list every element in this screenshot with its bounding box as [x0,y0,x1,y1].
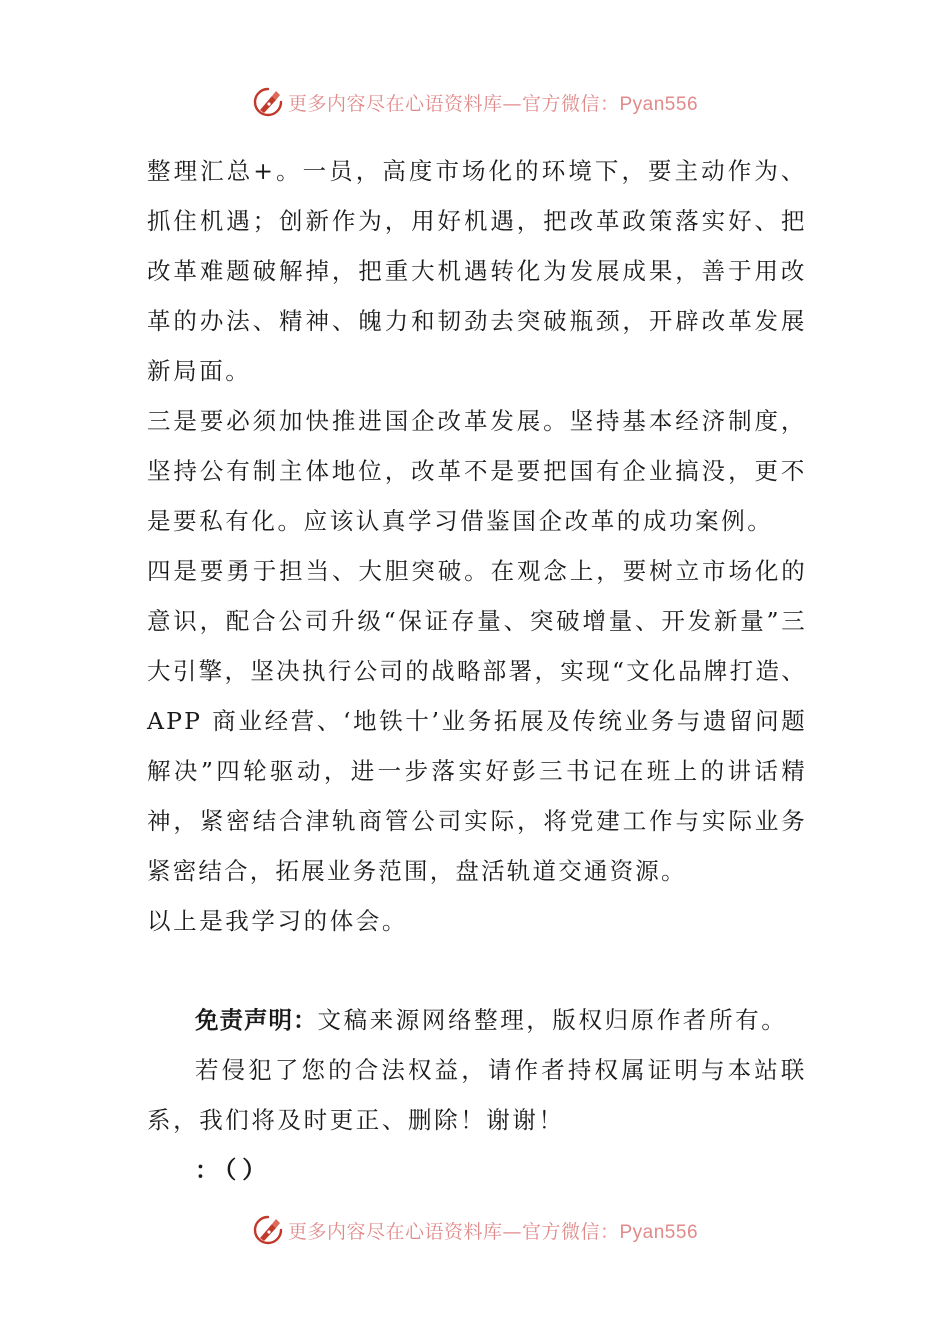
paragraph-2: 三是要必须加快推进国企改革发展。坚持基本经济制度，坚持公有制主体地位，改革不是要把国有企业搞没，更不是要私有化。应该认真学习借鉴国企改革的成功案例。 [147,407,807,535]
pen-nib-logo-icon [252,86,284,118]
paragraph-4: 以上是我学习的体会。 [147,907,408,935]
disclaimer-contact: 若侵犯了您的合法权益，请作者持权属证明与本站联系，我们将及时更正、删除！谢谢！ [147,1056,807,1134]
section-gap [147,946,807,995]
disclaimer-label: 免责声明： [195,1006,318,1034]
footer-banner-text: 更多内容尽在心语资料库—官方微信：Pyan556 [287,1220,699,1243]
paragraph-3: 四是要勇于担当、大胆突破。在观念上，要树立市场化的意识，配合公司升级“保证存量、突破增量、开发新量”三大引擎，坚决执行公司的战略部署，实现“文化品牌打造、APP 商业经营、‘地铁十’业务拓展及传统业务与遗留问题解决”四轮驱动，进一步落实好彭三书记在班上的讲话精神，紧密结合津轨商管公司实际，将党建工作与实际业务紧密结合，拓展业务范围，盘活轨道交通资源。 [147,557,807,885]
header-wechat-id: Pyan556 [619,93,699,115]
disclaimer-colon-line: ：（） [195,1156,272,1184]
disclaimer-line [147,995,807,1045]
page-footer-banner [0,1210,950,1250]
disclaimer-text: 文稿来源网络整理，版权归原作者所有。 [317,1006,788,1034]
document-body [147,146,807,1195]
paragraph-1: 整理汇总+。一员，高度市场化的环境下，要主动作为、抓住机遇；创新作为，用好机遇，把改革政策落实好、把改革难题破解掉，把重大机遇转化为发展成果，善于用改革的办法、精神、魄力和韧劲去突破瓶颈，开辟改革发展新局面。 [147,157,807,385]
header-banner-text: 更多内容尽在心语资料库—官方微信：Pyan556 [287,92,699,115]
page-header-banner [0,82,950,122]
pen-nib-logo-icon [252,1214,284,1246]
footer-wechat-id: Pyan556 [619,1221,699,1243]
